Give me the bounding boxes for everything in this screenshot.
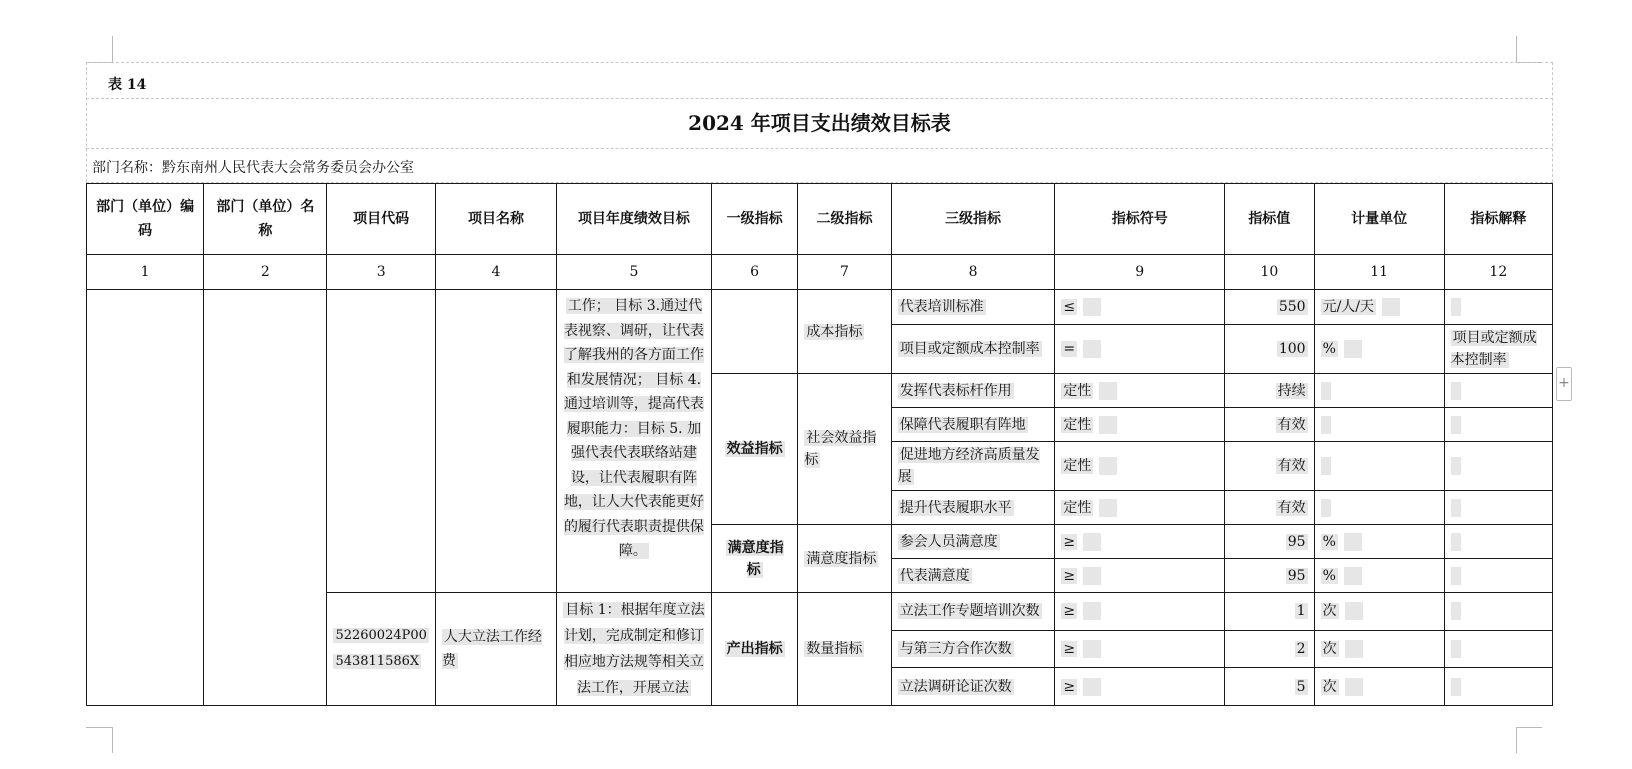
indicator-unit: 次 xyxy=(1314,630,1444,668)
project-goal-cell xyxy=(557,290,712,593)
project-code-cell: 52260024P00 543811586X xyxy=(327,593,435,706)
indicator-name: 参会人员满意度 xyxy=(891,525,1055,559)
dashed-line xyxy=(86,62,1553,63)
level1-indicator: 效益指标 xyxy=(711,374,797,525)
indicator-value: 1 xyxy=(1225,593,1315,631)
level1-indicator xyxy=(711,290,797,374)
project-code-cell xyxy=(327,290,435,593)
indicator-name: 发挥代表标杆作用 xyxy=(891,374,1055,408)
crop-mark xyxy=(112,727,113,753)
indicator-unit xyxy=(1314,442,1444,491)
column-number-row xyxy=(87,255,1553,290)
indicator-unit xyxy=(1314,408,1444,442)
performance-table xyxy=(86,183,1553,706)
indicator-note xyxy=(1444,630,1552,668)
indicator-note xyxy=(1444,290,1552,325)
header-cell: 一级指标 xyxy=(711,184,797,255)
column-number: 7 xyxy=(798,255,891,290)
indicator-note xyxy=(1444,374,1552,408)
project-name-cell: 人大立法工作经费 xyxy=(435,593,556,706)
indicator-name: 促进地方经济高质量发展 xyxy=(891,442,1055,491)
indicator-note xyxy=(1444,593,1552,631)
project-goal-text: 目标 1：根据年度立法计划，完成制定和修订相应地方法规等相关立法工作，开展立法 xyxy=(563,602,705,696)
department-name: 部门名称：黔东南州人民代表大会常务委员会办公室 xyxy=(92,160,414,176)
indicator-value: 有效 xyxy=(1225,408,1315,442)
indicator-note xyxy=(1444,559,1552,593)
crop-mark xyxy=(1516,727,1517,753)
column-number: 9 xyxy=(1055,255,1225,290)
indicator-name: 提升代表履职水平 xyxy=(891,491,1055,525)
indicator-name: 立法工作专题培训次数 xyxy=(891,593,1055,631)
indicator-unit xyxy=(1314,491,1444,525)
project-goal-cell xyxy=(557,593,712,706)
crop-mark xyxy=(86,727,112,728)
indicator-symbol: 定性 xyxy=(1055,408,1225,442)
column-number: 10 xyxy=(1225,255,1315,290)
column-number: 1 xyxy=(87,255,204,290)
header-cell: 部门（单位）编码 xyxy=(87,184,204,255)
indicator-value: 持续 xyxy=(1225,374,1315,408)
header-cell: 项目代码 xyxy=(327,184,435,255)
indicator-note xyxy=(1444,408,1552,442)
indicator-note xyxy=(1444,491,1552,525)
indicator-unit xyxy=(1314,374,1444,408)
level1-indicator: 产出指标 xyxy=(711,593,797,706)
level2-indicator: 满意度指标 xyxy=(798,525,891,593)
document-page xyxy=(86,62,1553,708)
indicator-unit: 次 xyxy=(1314,593,1444,631)
indicator-name: 项目或定额成本控制率 xyxy=(891,325,1055,374)
indicator-value: 有效 xyxy=(1225,442,1315,491)
indicator-value: 2 xyxy=(1225,630,1315,668)
page-title: 2024 年项目支出绩效目标表 xyxy=(688,111,951,135)
dept-name-cell xyxy=(204,290,327,706)
table-row xyxy=(87,290,1553,325)
project-name-cell xyxy=(435,290,556,593)
column-number: 4 xyxy=(435,255,556,290)
indicator-note xyxy=(1444,668,1552,706)
indicator-value: 有效 xyxy=(1225,491,1315,525)
indicator-value: 95 xyxy=(1225,559,1315,593)
indicator-name: 代表满意度 xyxy=(891,559,1055,593)
indicator-unit: 元/人/天 xyxy=(1314,290,1444,325)
indicator-unit: % xyxy=(1314,559,1444,593)
indicator-name: 保障代表履职有阵地 xyxy=(891,408,1055,442)
indicator-symbol: ≥ xyxy=(1055,525,1225,559)
header-row xyxy=(87,184,1553,255)
column-number: 6 xyxy=(711,255,797,290)
column-number: 3 xyxy=(327,255,435,290)
indicator-value: 5 xyxy=(1225,668,1315,706)
indicator-symbol: 定性 xyxy=(1055,442,1225,491)
column-number: 2 xyxy=(204,255,327,290)
indicator-name: 与第三方合作次数 xyxy=(891,630,1055,668)
header-cell: 项目名称 xyxy=(435,184,556,255)
table-number: 表 14 xyxy=(108,77,147,93)
header-cell: 部门（单位）名称 xyxy=(204,184,327,255)
header-cell: 指标值 xyxy=(1225,184,1315,255)
header-cell: 二级指标 xyxy=(798,184,891,255)
indicator-symbol: ≥ xyxy=(1055,630,1225,668)
indicator-symbol: = xyxy=(1055,325,1225,374)
indicator-symbol: 定性 xyxy=(1055,491,1225,525)
indicator-name: 立法调研论证次数 xyxy=(891,668,1055,706)
dashed-line xyxy=(86,98,1553,99)
indicator-note xyxy=(1444,525,1552,559)
add-row-button[interactable]: + xyxy=(1556,367,1572,401)
indicator-unit: 次 xyxy=(1314,668,1444,706)
header-cell: 指标符号 xyxy=(1055,184,1225,255)
header-cell: 项目年度绩效目标 xyxy=(557,184,712,255)
level1-indicator: 满意度指标 xyxy=(711,525,797,593)
column-number: 8 xyxy=(891,255,1055,290)
project-goal-text: 工作； 目标 3.通过代表视察、调研，让代表了解我州的各方面工作和发展情况； 目标 4.通过培训等，提高代表履职能力：目标 5. 加强代表代表联络站建设，让代表履职有阵地，让人大代表能更好的履行代表职责提供保障。 xyxy=(563,298,704,559)
indicator-name: 代表培训标准 xyxy=(891,290,1055,325)
level2-indicator: 成本指标 xyxy=(798,290,891,374)
indicator-note: 项目或定额成本控制率 xyxy=(1444,325,1552,374)
indicator-note xyxy=(1444,442,1552,491)
indicator-unit: % xyxy=(1314,325,1444,374)
level2-indicator: 数量指标 xyxy=(798,593,891,706)
indicator-symbol: 定性 xyxy=(1055,374,1225,408)
indicator-value: 100 xyxy=(1225,325,1315,374)
crop-mark xyxy=(1516,36,1517,62)
dept-code-cell xyxy=(87,290,204,706)
crop-mark xyxy=(1516,727,1542,728)
header-cell: 指标解释 xyxy=(1444,184,1552,255)
indicator-value: 95 xyxy=(1225,525,1315,559)
indicator-symbol: ≥ xyxy=(1055,593,1225,631)
indicator-symbol: ≤ xyxy=(1055,290,1225,325)
level2-indicator: 社会效益指标 xyxy=(798,374,891,525)
column-number: 5 xyxy=(557,255,712,290)
dashed-line xyxy=(86,148,1553,149)
crop-mark xyxy=(112,36,113,62)
indicator-unit: % xyxy=(1314,525,1444,559)
indicator-symbol: ≥ xyxy=(1055,668,1225,706)
column-number: 12 xyxy=(1444,255,1552,290)
column-number: 11 xyxy=(1314,255,1444,290)
indicator-value: 550 xyxy=(1225,290,1315,325)
indicator-symbol: ≥ xyxy=(1055,559,1225,593)
header-cell: 计量单位 xyxy=(1314,184,1444,255)
header-cell: 三级指标 xyxy=(891,184,1055,255)
